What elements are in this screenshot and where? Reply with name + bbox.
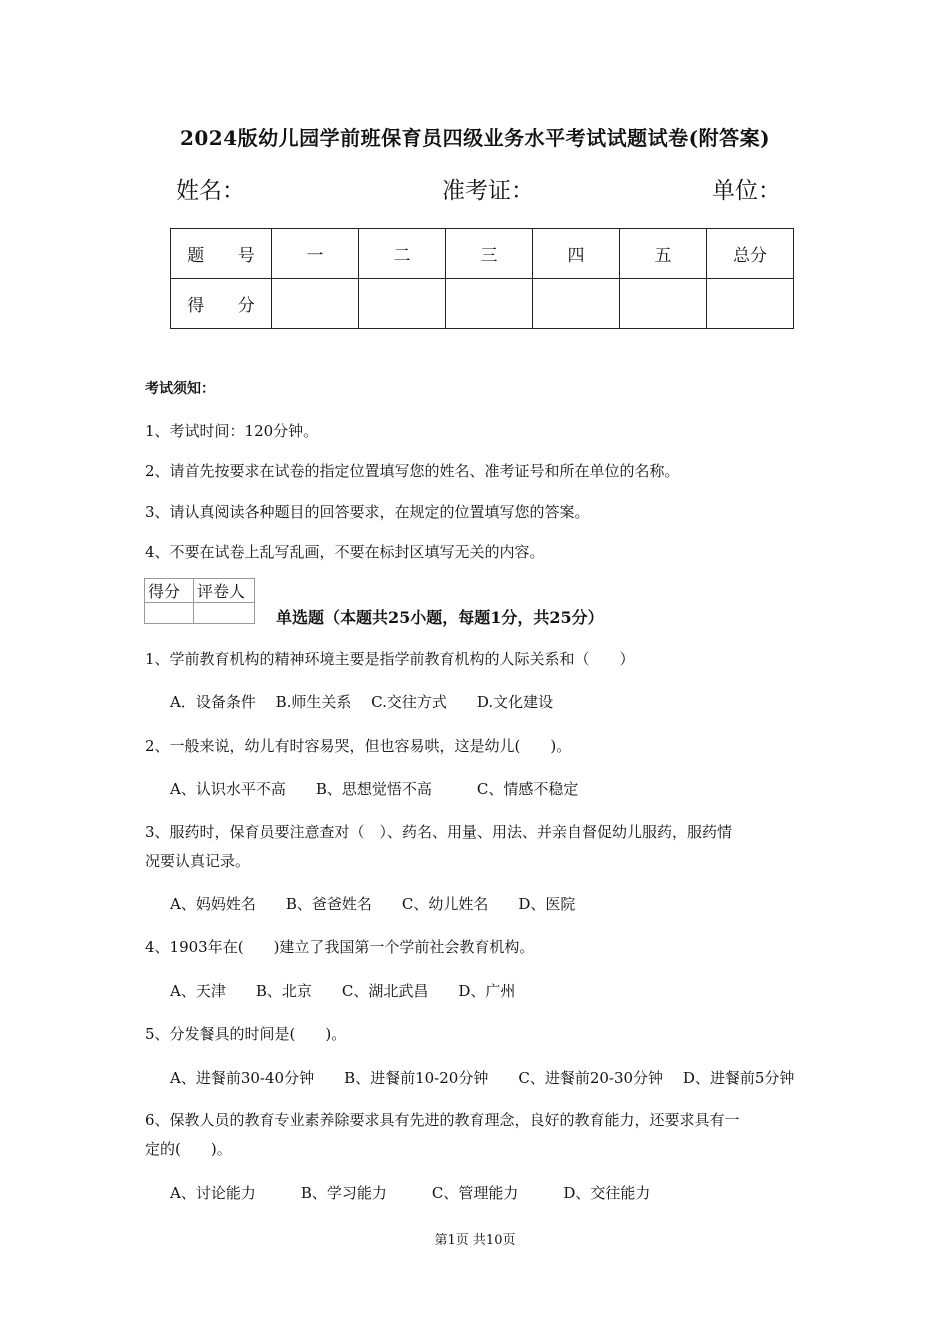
name-label: 姓名： (176, 178, 245, 204)
score-header-cell: 五 (620, 229, 707, 279)
score-header-cell: 三 (446, 229, 533, 279)
question-options: A、讨论能力 B、学习能力 C、管理能力 D、交往能力 (170, 1184, 651, 1202)
grader-score-label: 得分 (145, 579, 194, 603)
document-title: 2024版幼儿园学前班保育员四级业务水平考试试题试卷(附答案) (179, 126, 771, 150)
score-input-cell[interactable] (272, 279, 359, 329)
notice-item: 2、请首先按要求在试卷的指定位置填写您的姓名、准考证号和所在单位的名称。 (145, 462, 680, 480)
page-footer: 第1页 共10页 (434, 1233, 516, 1248)
notice-heading: 考试须知： (145, 381, 215, 397)
question-text-continued: 况要认真记录。 (145, 852, 251, 870)
score-header-cell: 题 号 (171, 229, 272, 279)
question-text: 5、分发餐具的时间是( )。 (145, 1025, 347, 1043)
question-text-continued: 定的( )。 (145, 1140, 232, 1158)
grader-score-cell[interactable] (145, 603, 194, 624)
unit-label: 单位： (712, 178, 781, 204)
grader-reviewer-label: 评卷人 (194, 579, 255, 603)
notice-item: 3、请认真阅读各种题目的回答要求，在规定的位置填写您的答案。 (145, 503, 590, 521)
score-header-cell: 四 (533, 229, 620, 279)
exam-number-label: 准考证： (442, 178, 534, 204)
section-title: 单选题（本题共25小题，每题1分，共25分） (276, 608, 604, 627)
score-input-cell[interactable] (359, 279, 446, 329)
score-input-cell[interactable] (707, 279, 794, 329)
grader-box (144, 578, 255, 624)
notice-item: 1、考试时间：120分钟。 (145, 422, 319, 440)
score-row-label: 得 分 (171, 279, 272, 329)
question-options: A、天津 B、北京 C、湖北武昌 D、广州 (170, 982, 516, 1000)
question-text: 2、一般来说，幼儿有时容易哭，但也容易哄，这是幼儿( )。 (145, 737, 572, 755)
grader-reviewer-cell[interactable] (194, 603, 255, 624)
score-header-cell: 二 (359, 229, 446, 279)
score-input-cell[interactable] (446, 279, 533, 329)
score-header-cell: 总分 (707, 229, 794, 279)
question-options: A．设备条件 B.师生关系 C.交往方式 D.文化建设 (170, 693, 554, 711)
question-options: A、进餐前30-40分钟 B、进餐前10-20分钟 C、进餐前20-30分钟 D、进餐前5分钟 (170, 1069, 795, 1087)
score-input-cell[interactable] (620, 279, 707, 329)
notice-item: 4、不要在试卷上乱写乱画，不要在标封区填写无关的内容。 (145, 543, 545, 561)
question-text: 3、服药时，保育员要注意查对（ ）、药名、用量、用法、并亲自督促幼儿服药，服药情 (145, 823, 733, 841)
question-options: A、认识水平不高 B、思想觉悟不高 C、情感不稳定 (170, 780, 579, 798)
question-text: 4、1903年在( )建立了我国第一个学前社会教育机构。 (145, 938, 535, 956)
score-input-cell[interactable] (533, 279, 620, 329)
score-table (170, 228, 794, 329)
question-options: A、妈妈姓名 B、爸爸姓名 C、幼儿姓名 D、医院 (170, 895, 576, 913)
score-table-header-row (171, 229, 794, 279)
score-header-cell: 一 (272, 229, 359, 279)
question-text: 6、保教人员的教育专业素养除要求具有先进的教育理念，良好的教育能力，还要求具有一 (145, 1111, 740, 1129)
score-table-score-row (171, 279, 794, 329)
question-text: 1、学前教育机构的精神环境主要是指学前教育机构的人际关系和（ ） (145, 650, 635, 668)
